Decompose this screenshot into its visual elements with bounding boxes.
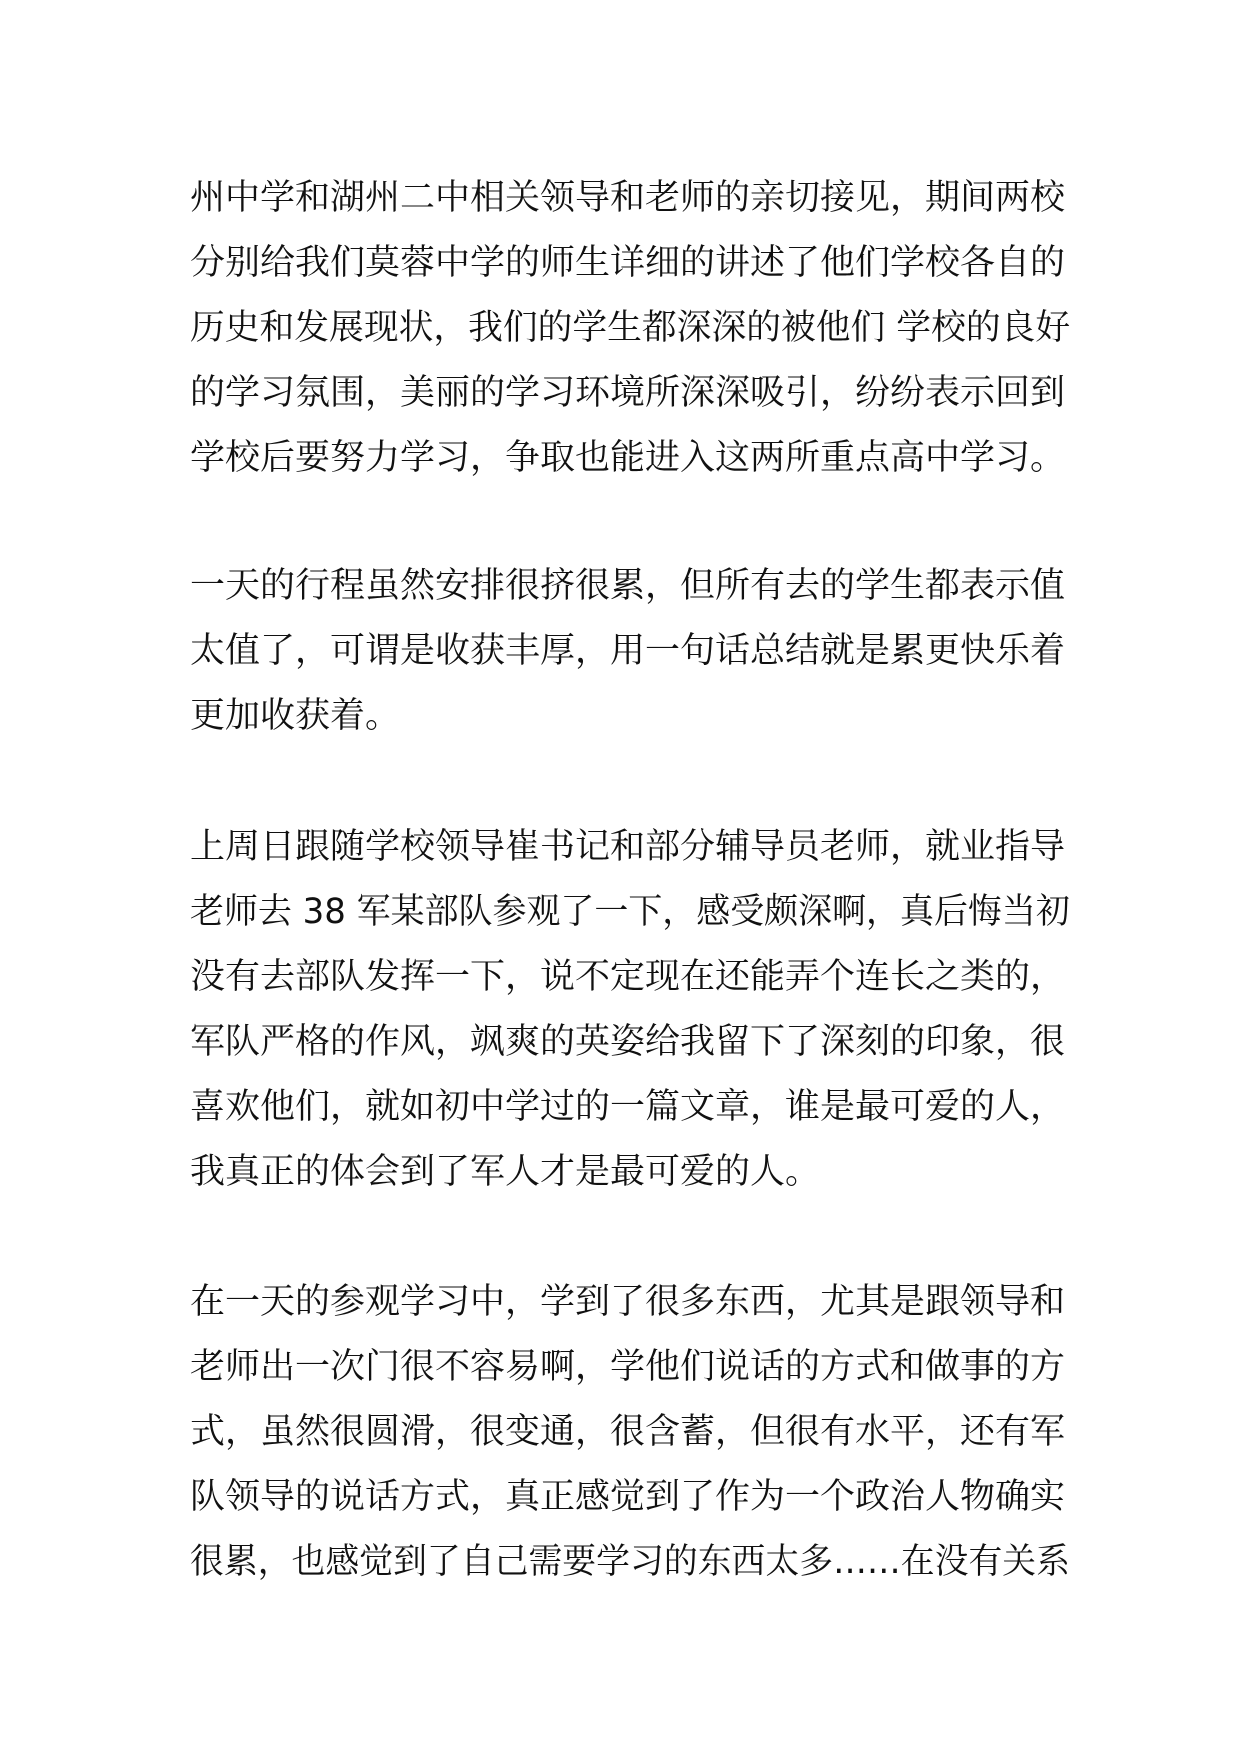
text-line: 分别给我们莫蓉中学的师生详细的讲述了他们学校各自的 <box>190 243 1066 283</box>
text-line: 式，虽然很圆滑，很变通，很含蓄，但很有水平，还有军 <box>190 1412 1066 1452</box>
paragraph-4 <box>190 1270 1070 1595</box>
text-line: 历史和发展现状，我们的学生都深深的被他们 学校的良好 <box>190 308 1071 348</box>
paragraph-3 <box>190 815 1070 1205</box>
text-line: 学校后要努力学习，争取也能进入这两所重点高中学习。 <box>190 438 1066 478</box>
text-line: 的学习氛围，美丽的学习环境所深深吸引，纷纷表示回到 <box>190 373 1066 413</box>
text-line: 队领导的说话方式，真正感觉到了作为一个政治人物确实 <box>190 1477 1066 1517</box>
text-line: 没有去部队发挥一下，说不定现在还能弄个连长之类的， <box>190 957 1066 997</box>
text-line: 上周日跟随学校领导崔书记和部分辅导员老师，就业指导 <box>190 827 1066 867</box>
text-line: 更加收获着。 <box>190 696 401 736</box>
text-line: 在一天的参观学习中，学到了很多东西，尤其是跟领导和 <box>190 1282 1066 1322</box>
paragraph-1 <box>190 166 1070 491</box>
text-line: 很累，也感觉到了自己需要学习的东西太多……在没有关系 <box>190 1542 1071 1582</box>
text-line: 军队严格的作风，飒爽的英姿给我留下了深刻的印象，很 <box>190 1022 1066 1062</box>
text-line: 喜欢他们，就如初中学过的一篇文章，谁是最可爱的人， <box>190 1087 1066 1127</box>
text-line: 一天的行程虽然安排很挤很累，但所有去的学生都表示值 <box>190 566 1066 606</box>
text-line: 州中学和湖州二中相关领导和老师的亲切接见，期间两校 <box>190 178 1066 218</box>
text-line: 我真正的体会到了军人才是最可爱的人。 <box>190 1152 821 1192</box>
paragraph-2 <box>190 554 1070 749</box>
text-line: 太值了，可谓是收获丰厚，用一句话总结就是累更快乐着 <box>190 631 1066 671</box>
text-line: 老师出一次门很不容易啊，学他们说话的方式和做事的方 <box>190 1347 1066 1387</box>
text-line: 老师去 38 军某部队参观了一下，感受颇深啊，真后悔当初 <box>190 892 1070 932</box>
